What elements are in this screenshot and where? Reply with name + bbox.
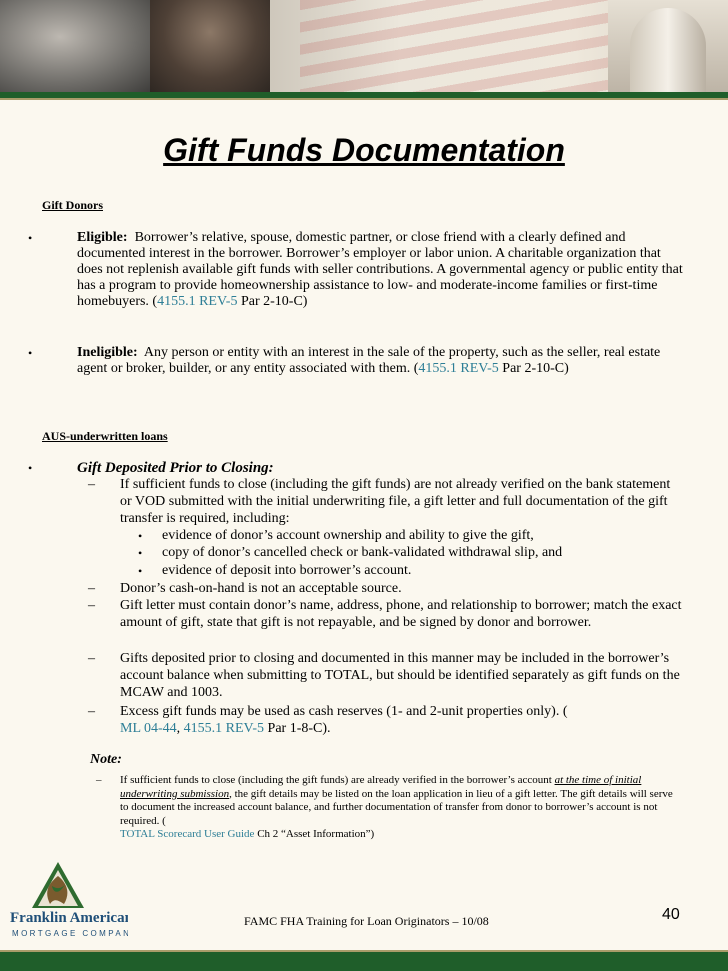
excess-ref-tail: Par 1-8-C). <box>264 720 331 736</box>
banner-photo-middle <box>150 0 270 92</box>
ineligible-ref-tail: Par 2-10-C) <box>498 361 569 376</box>
dash-1: – <box>88 477 95 492</box>
note-text-a: If sufficient funds to close (including the gift funds) are already verified in the borrower’s account <box>120 774 555 786</box>
sub-bullet-1: • <box>138 529 143 543</box>
ineligible-text: Any person or entity with an interest in the sale of the property, such as the seller, real estate agent or broker, builder, or any entity associated with them. ( <box>77 345 661 376</box>
eligible-label: Eligible: <box>77 230 128 245</box>
dash-5: – <box>88 704 95 719</box>
eligible-paragraph <box>77 230 687 310</box>
logo-leaf-icon <box>8 860 128 940</box>
note-label: Note: <box>90 752 122 767</box>
ineligible-label: Ineligible: <box>77 345 138 360</box>
footer-green-band <box>0 952 728 971</box>
sub-bullet-text-2: copy of donor’s cancelled check or bank-validated withdrawal slip, and <box>162 545 563 560</box>
sub-item-total: Gifts deposited prior to closing and documented in this manner may be included in the borrower’s account balance when submitting to TOTAL, but should be identified separately as gift funds on the MCAW and 1003. <box>120 651 680 700</box>
note-text <box>120 774 678 842</box>
header-gold-line <box>0 98 728 100</box>
banner-capitol-dome <box>608 0 728 92</box>
note-text-b: , the gift details may be listed on the loan application in lieu of a gift letter. The gift details will serve to document the increased account balance, and further documentation of transfer from donor to borrower’s account is not required. ( <box>120 787 673 827</box>
bullet-gift-deposited: • <box>28 461 33 475</box>
footer-text: FAMC FHA Training for Loan Originators – 10/08 <box>244 914 489 928</box>
note-ref-link[interactable]: TOTAL Scorecard User Guide <box>120 828 255 841</box>
gift-deposited-label: Gift Deposited Prior to Closing: <box>77 460 274 476</box>
sub-item-gift-letter: Gift letter must contain donor’s name, address, phone, and relationship to borrower; match the exact amount of gift, state that gift is not repayable, and be signed by donor and borrower. <box>120 598 682 630</box>
excess-ref-4155[interactable]: 4155.1 REV-5 <box>183 720 265 736</box>
bullet-eligible: • <box>28 231 33 245</box>
excess-text: Excess gift funds may be used as cash reserves (1- and 2-unit properties only). ( <box>120 704 568 719</box>
page-title: Gift Funds Documentation <box>163 132 565 168</box>
eligible-text: Borrower’s relative, spouse, domestic partner, or close friend with a clearly defined and documented interest in the borrower. Borrower’s employer or labor union. A charitable organization that does not replenish available gift funds with seller contributions. A governmental agency or public entity that has a program to provide homeownership assistance to low- and moderate-income families or first-time homebuyers. ( <box>77 230 683 309</box>
sub-bullet-3: • <box>138 564 143 578</box>
bullet-ineligible: • <box>28 346 33 360</box>
note-ref-tail: Ch 2 “Asset Information”) <box>254 828 375 841</box>
dash-4: – <box>88 651 95 666</box>
sub-bullet-2: • <box>138 546 143 560</box>
sub-item-excess <box>120 704 685 738</box>
company-logo <box>8 860 128 940</box>
excess-ref-sep: , <box>176 720 184 736</box>
banner-flag <box>300 0 630 92</box>
logo-name: Franklin American <box>10 910 128 926</box>
sub-bullet-text-1: evidence of donor’s account ownership and ability to give the gift, <box>162 528 534 543</box>
header-banner <box>0 0 728 92</box>
dash-3: – <box>88 598 95 613</box>
sub-item-verify-funds: If sufficient funds to close (including the gift funds) are not already verified on the bank statement or VOD submitted with the initial underwriting file, a gift letter and full documentation of the gift transfer is required, including: <box>120 477 671 526</box>
ineligible-paragraph <box>77 345 687 377</box>
banner-photo-left <box>0 0 150 92</box>
ineligible-ref-link[interactable]: 4155.1 REV-5 <box>418 361 499 376</box>
note-text-emphasis: at the time of initial underwriting submission <box>120 774 642 800</box>
section-heading-gift-donors: Gift Donors <box>42 198 103 212</box>
section-heading-aus: AUS-underwritten loans <box>42 429 168 443</box>
sub-item-cash-on-hand: Donor’s cash-on-hand is not an acceptable source. <box>120 581 402 596</box>
eligible-ref-link[interactable]: 4155.1 REV-5 <box>157 294 238 309</box>
logo-tagline: MORTGAGE COMPANY <box>12 929 128 938</box>
sub-bullet-text-3: evidence of deposit into borrower’s account. <box>162 563 412 578</box>
eligible-ref-tail: Par 2-10-C) <box>237 294 308 309</box>
note-dash: – <box>96 774 102 786</box>
dash-2: – <box>88 581 95 596</box>
excess-ref-ml[interactable]: ML 04-44 <box>120 720 177 736</box>
page-number: 40 <box>662 906 680 923</box>
